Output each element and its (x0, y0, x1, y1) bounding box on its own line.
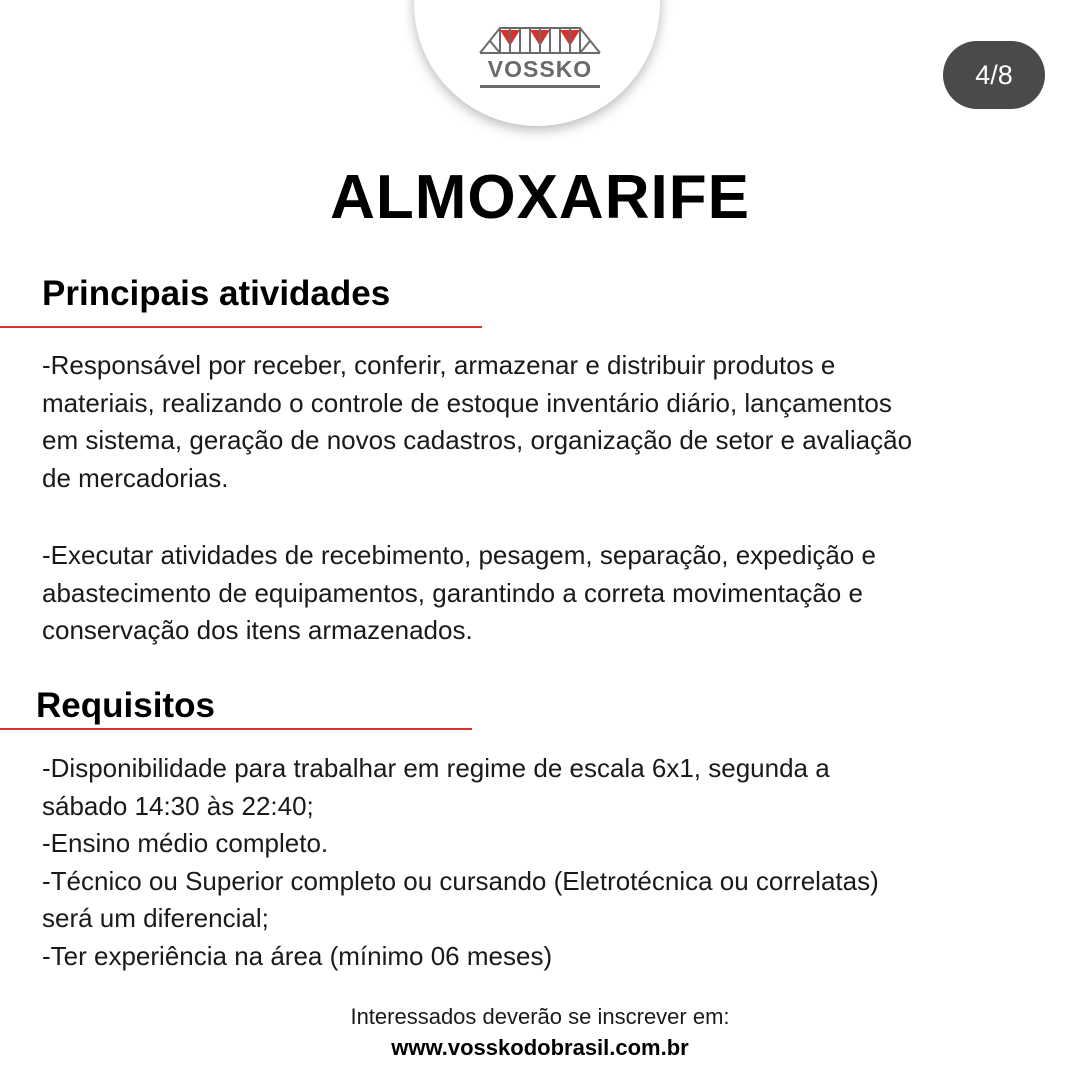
logo-underline (480, 85, 600, 88)
activities-paragraph (42, 537, 876, 650)
section-heading-activities: Principais atividades (42, 274, 391, 313)
text-line: conservação dos itens armazenados. (42, 615, 473, 645)
activities-paragraph (42, 347, 912, 497)
heading-divider (0, 728, 472, 730)
requirement-line: -Ter experiência na área (mínimo 06 meses) (42, 940, 553, 971)
logo-wordmark: VOSSKO (487, 56, 593, 82)
footer-instructions: Interessados deverão se inscrever em: (350, 1004, 730, 1029)
text-line: -Responsável por receber, conferir, armazenar e distribuir produtos e (42, 350, 836, 380)
requirements-list (42, 750, 879, 975)
text-line: abastecimento de equipamentos, garantindo a correta movimentação e (42, 577, 863, 608)
text-line: materiais, realizando o controle de estoque inventário diário, lançamentos (42, 387, 892, 418)
requirement-line: -Ensino médio completo. (42, 828, 329, 858)
text-line: -Executar atividades de recebimento, pesagem, separação, expedição e (42, 540, 876, 570)
text-line: de mercadorias. (42, 462, 229, 493)
website-link[interactable]: www.vosskodobrasil.com.br (391, 1035, 689, 1060)
requirement-line: -Técnico ou Superior completo ou cursando (Eletrotécnica ou correlatas) (42, 865, 879, 896)
requirement-line: sábado 14:30 às 22:40; (42, 790, 314, 821)
section-heading-requirements: Requisitos (36, 686, 215, 725)
requirement-line: -Disponibilidade para trabalhar em regime de escala 6x1, segunda a (42, 753, 830, 783)
requirement-line: será um diferencial; (42, 903, 269, 933)
heading-divider (0, 326, 482, 328)
page-indicator-badge: 4/8 (943, 41, 1045, 109)
text-line: em sistema, geração de novos cadastros, organização de setor e avaliação (42, 425, 913, 455)
vossko-logo (478, 22, 602, 90)
roof-truss-icon (478, 22, 602, 56)
page-title: ALMOXARIFE (330, 163, 750, 232)
